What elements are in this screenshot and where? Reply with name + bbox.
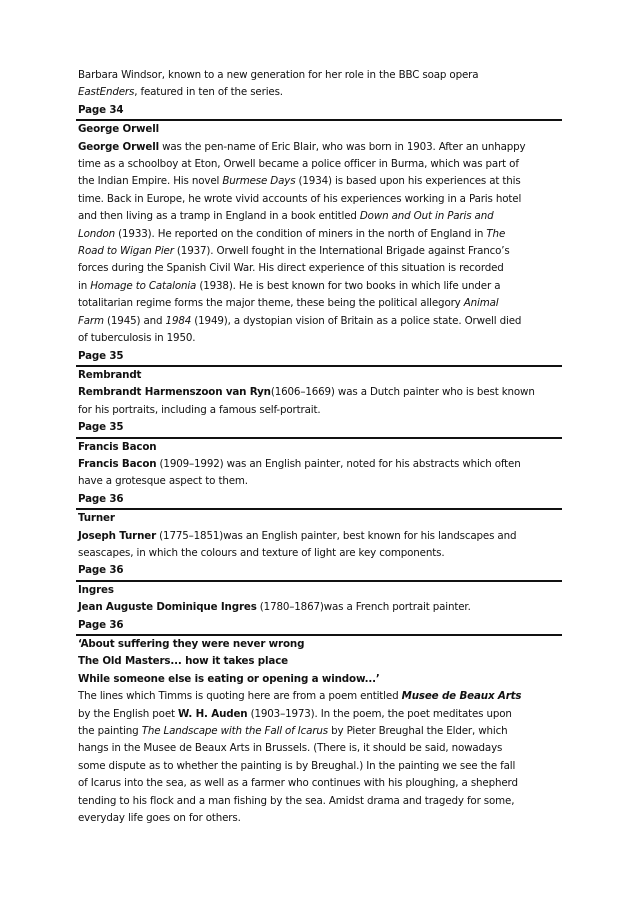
text-line: time. Back in Europe, he wrote vivid accounts of his experiences working in a Paris hotel (78, 192, 522, 205)
entry-turner (78, 510, 560, 580)
text-line: London (1933). He reported on the condition of miners in the north of England in The (78, 227, 506, 240)
text-line: Francis Bacon (1909–1992) was an English painter, noted for his abstracts which often (78, 457, 521, 470)
quote-line: The Old Masters... how it takes place (78, 655, 288, 668)
text-line: time as a schoolboy at Eton, Orwell became a police officer in Burma, which was part of (78, 158, 519, 171)
text-line: for his portraits, including a famous self-portrait. (78, 403, 321, 416)
text-line: Rembrandt Harmenszoon van Ryn(1606–1669) was a Dutch painter who is best known (78, 386, 535, 399)
text-line: the Indian Empire. His novel Burmese Days (1934) is based upon his experiences at this (78, 175, 521, 188)
page-reference: Page 36 (78, 618, 124, 631)
text-line: everyday life goes on for others. (78, 812, 241, 825)
text-line: Barbara Windsor, known to a new generation for her role in the BBC soap opera (78, 69, 479, 81)
text-line: forces during the Spanish Civil War. His direct experience of this situation is recorded (78, 262, 504, 275)
entry-heading: Rembrandt (78, 368, 142, 381)
entry-ingres (78, 582, 560, 634)
page-reference: Page 34 (78, 103, 124, 116)
text-line: Road to Wigan Pier (1937). Orwell fought in the International Brigade against Franco’s (78, 245, 510, 258)
text-line: Farm (1945) and 1984 (1949), a dystopian vision of Britain as a police state. Orwell died (78, 314, 522, 327)
text-line: and then living as a tramp in England in a book entitled Down and Out in Paris and (78, 210, 494, 223)
page-reference: Page 35 (78, 349, 124, 362)
entry-heading: Ingres (78, 583, 114, 596)
quote-line: ‘About suffering they were never wrong (78, 638, 305, 650)
text-line: seascapes, in which the colours and texture of light are key components. (78, 546, 445, 559)
text-line: in Homage to Catalonia (1938). He is best known for two books in which life under a (78, 279, 501, 292)
text-line: of tuberculosis in 1950. (78, 332, 196, 345)
text-line: have a grotesque aspect to them. (78, 475, 248, 488)
entry-rembrandt (78, 367, 560, 437)
text-line: tending to his flock and a man fishing by the sea. Amidst drama and tragedy for some, (78, 794, 515, 807)
entry-orwell (78, 121, 560, 365)
text-line: by the English poet W. H. Auden (1903–1973). In the poem, the poet meditates upon (78, 707, 512, 720)
text-line: of Icarus into the sea, as well as a farmer who continues with his ploughing, a shepherd (78, 777, 518, 790)
entry-windsor (78, 67, 560, 119)
entry-auden (78, 636, 560, 827)
page-reference: Page 36 (78, 492, 124, 505)
text-line: The lines which Timms is quoting here are from a poem entitled Musee de Beaux Arts (78, 690, 522, 703)
entry-heading: George Orwell (78, 123, 159, 136)
quote-line: While someone else is eating or opening a window...’ (78, 672, 380, 685)
text-line: EastEnders, featured in ten of the series. (78, 86, 283, 99)
text-line: George Orwell was the pen-name of Eric Blair, who was born in 1903. After an unhappy (78, 140, 526, 153)
text-line: totalitarian regime forms the major theme, these being the political allegory Animal (78, 297, 499, 310)
text-line: hangs in the Musee de Beaux Arts in Brussels. (There is, it should be said, nowadays (78, 742, 503, 755)
text-line: the painting The Landscape with the Fall of Icarus by Pieter Breughal the Elder, which (78, 725, 508, 738)
text-line: Joseph Turner (1775–1851)was an English painter, best known for his landscapes and (78, 529, 517, 542)
entry-heading: Turner (78, 512, 115, 525)
text-line: Jean Auguste Dominique Ingres (1780–1867)was a French portrait painter. (78, 601, 471, 614)
notes-body (78, 67, 560, 827)
page-reference: Page 36 (78, 564, 124, 577)
entry-heading: Francis Bacon (78, 440, 157, 453)
entry-bacon (78, 439, 560, 509)
text-line: some dispute as to whether the painting is by Breughal.) In the painting we see the fall (78, 759, 516, 772)
page-reference: Page 35 (78, 421, 124, 434)
